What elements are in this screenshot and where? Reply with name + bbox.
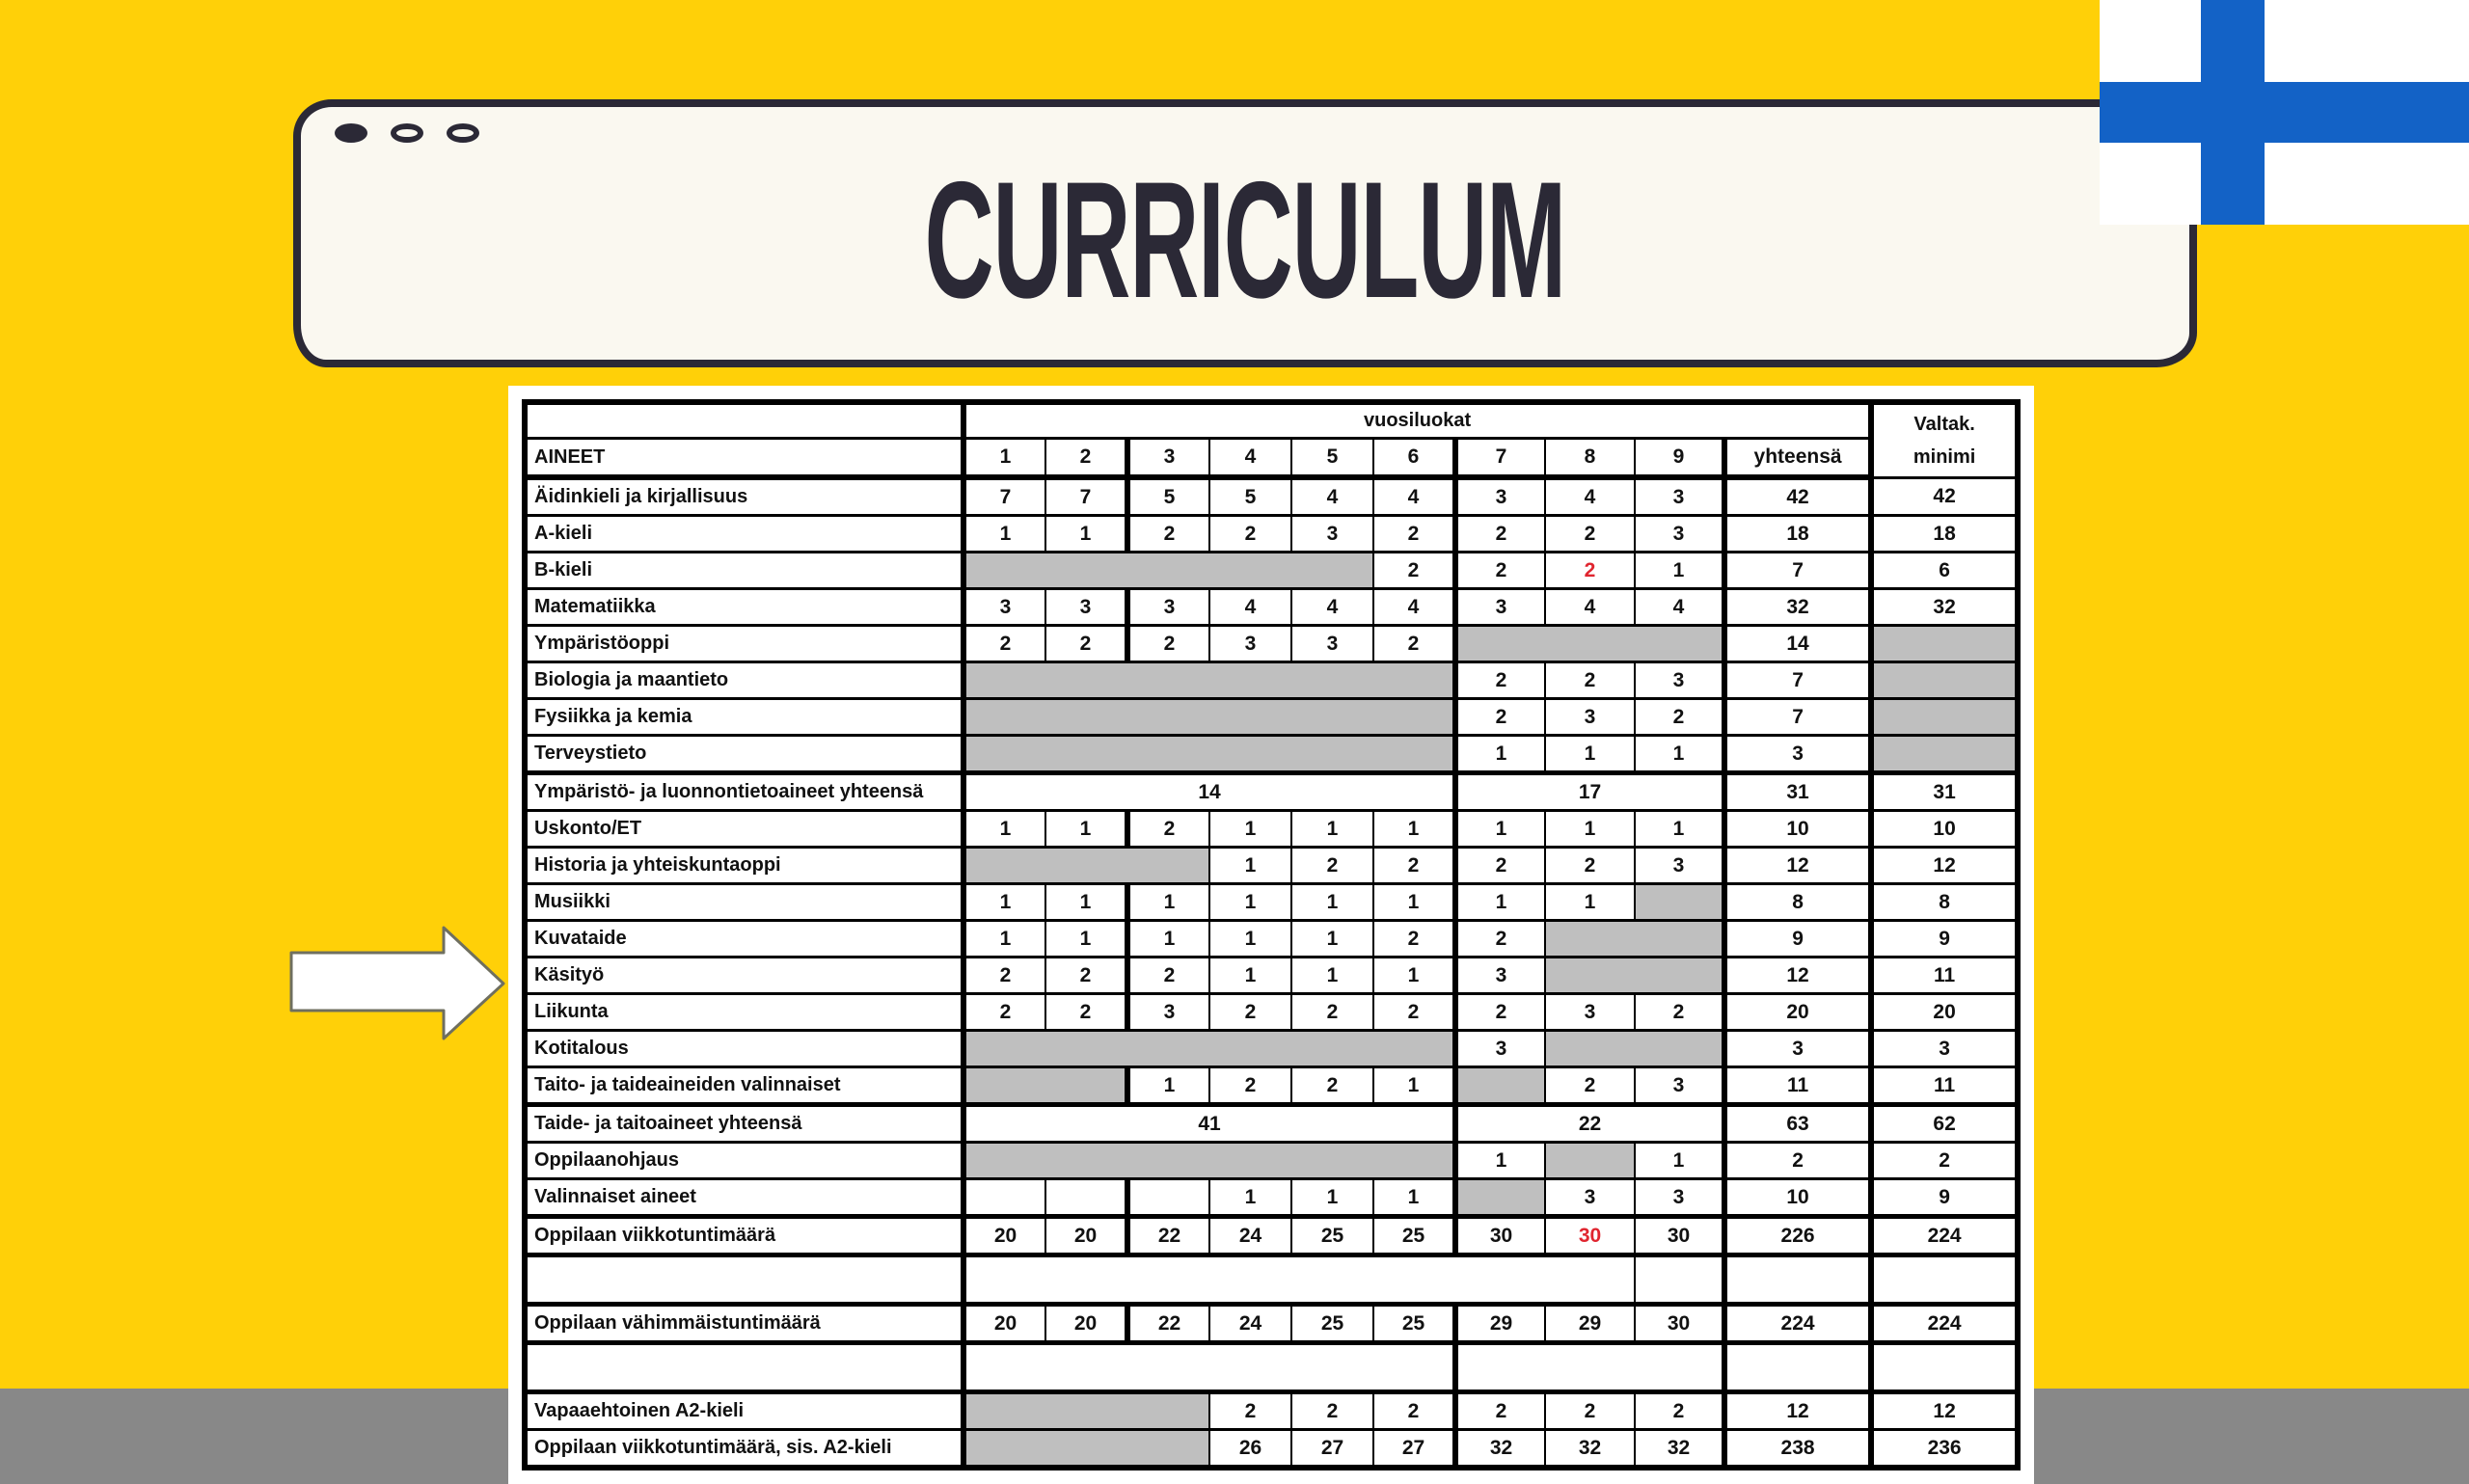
value-cell: 12 — [1871, 848, 2018, 884]
value-cell: 31 — [1871, 773, 2018, 811]
subject-cell: Matematiikka — [525, 589, 963, 626]
value-cell: 29 — [1455, 1305, 1545, 1343]
gray-cell — [1871, 662, 2018, 699]
grade-header: 9 — [1635, 439, 1724, 478]
value-cell: 1 — [1373, 884, 1455, 921]
value-cell: 42 — [1724, 477, 1871, 516]
value-cell: 3 — [1455, 958, 1545, 994]
value-cell: 1 — [1455, 736, 1545, 773]
subject-cell: Ympäristö- ja luonnontietoaineet yhteensä — [525, 773, 963, 811]
window-dot-ring-icon — [391, 123, 423, 143]
value-cell: 3 — [1045, 589, 1127, 626]
value-cell: 2 — [1209, 1392, 1291, 1430]
value-cell: 30 — [1635, 1217, 1724, 1255]
value-cell: 11 — [1724, 1067, 1871, 1105]
value-cell: 1 — [1209, 884, 1291, 921]
value-cell: 1 — [1209, 848, 1291, 884]
value-cell: 12 — [1871, 1392, 2018, 1430]
gray-cell — [1455, 1179, 1545, 1217]
value-cell: 25 — [1373, 1305, 1455, 1343]
value-cell — [1724, 1255, 1871, 1305]
value-cell: 20 — [963, 1217, 1045, 1255]
right-arrow-icon — [285, 920, 513, 1047]
value-cell: 12 — [1724, 958, 1871, 994]
value-cell: 24 — [1209, 1217, 1291, 1255]
value-cell: 1 — [1373, 1179, 1455, 1217]
subject-cell: A-kieli — [525, 516, 963, 553]
value-cell: 2 — [1373, 626, 1455, 662]
value-cell: 3 — [1724, 736, 1871, 773]
value-cell: 3 — [1545, 699, 1635, 736]
gray-cell — [1871, 626, 2018, 662]
value-cell: 2 — [1635, 994, 1724, 1031]
value-cell: 14 — [963, 773, 1455, 811]
subject-cell: Käsityö — [525, 958, 963, 994]
value-cell: 1 — [1209, 1179, 1291, 1217]
value-cell: 27 — [1373, 1430, 1455, 1469]
value-cell: 1 — [1045, 516, 1127, 553]
gray-cell — [1455, 626, 1724, 662]
value-cell: 2 — [1545, 848, 1635, 884]
value-cell: 20 — [1871, 994, 2018, 1031]
value-cell: 31 — [1724, 773, 1871, 811]
value-cell: 2 — [1291, 848, 1373, 884]
value-cell: 2 — [1209, 1067, 1291, 1105]
value-cell: 1 — [1209, 921, 1291, 958]
value-cell — [963, 1343, 1455, 1392]
value-cell: 9 — [1871, 1179, 2018, 1217]
subject-cell: Kotitalous — [525, 1031, 963, 1067]
value-cell: 1 — [1635, 1143, 1724, 1179]
value-cell: 3 — [1635, 848, 1724, 884]
grade-header: 2 — [1045, 439, 1127, 478]
value-cell: 3 — [1635, 662, 1724, 699]
window-dot-filled-icon — [335, 123, 367, 143]
gray-cell — [963, 1430, 1209, 1469]
value-cell: 2 — [1127, 626, 1209, 662]
value-cell: 2 — [1455, 994, 1545, 1031]
value-cell: 2 — [1373, 994, 1455, 1031]
gray-cell — [1545, 1143, 1635, 1179]
value-cell — [1871, 1343, 2018, 1392]
gray-cell — [1455, 1067, 1545, 1105]
gray-cell — [963, 699, 1455, 736]
value-cell: 236 — [1871, 1430, 2018, 1469]
subject-cell: Oppilaanohjaus — [525, 1143, 963, 1179]
gray-cell — [1635, 884, 1724, 921]
aineet-header: AINEET — [525, 439, 963, 478]
value-cell — [963, 1255, 1635, 1305]
value-cell — [1635, 1255, 1724, 1305]
value-cell: 1 — [1545, 736, 1635, 773]
value-cell: 2 — [1045, 626, 1127, 662]
value-cell: 2 — [1455, 662, 1545, 699]
value-cell: 2 — [1455, 699, 1545, 736]
flag-cross-horizontal — [2100, 82, 2469, 143]
value-cell: 7 — [963, 477, 1045, 516]
value-cell: 3 — [1291, 516, 1373, 553]
finland-flag-icon — [2100, 0, 2469, 225]
value-cell: 1 — [1209, 958, 1291, 994]
value-cell: 3 — [1455, 1031, 1545, 1067]
value-cell: 4 — [1373, 477, 1455, 516]
value-cell: 62 — [1871, 1105, 2018, 1143]
value-cell: 1 — [1455, 1143, 1545, 1179]
value-cell: 2 — [1291, 1392, 1373, 1430]
value-cell: 224 — [1871, 1217, 2018, 1255]
value-cell: 30 — [1545, 1217, 1635, 1255]
value-cell: 1 — [1045, 884, 1127, 921]
value-cell: 2 — [963, 994, 1045, 1031]
subject-cell: Taide- ja taitoaineet yhteensä — [525, 1105, 963, 1143]
value-cell: 11 — [1871, 958, 2018, 994]
value-cell: 2 — [1045, 958, 1127, 994]
subject-cell: Äidinkieli ja kirjallisuus — [525, 477, 963, 516]
value-cell: 30 — [1455, 1217, 1545, 1255]
title-window — [293, 99, 2197, 367]
grade-header: 5 — [1291, 439, 1373, 478]
value-cell: 32 — [1635, 1430, 1724, 1469]
value-cell: 238 — [1724, 1430, 1871, 1469]
grade-header: 3 — [1127, 439, 1209, 478]
gray-cell — [1871, 736, 2018, 773]
value-cell: 2 — [1127, 516, 1209, 553]
value-cell: 2 — [1373, 921, 1455, 958]
gray-cell — [963, 1031, 1455, 1067]
value-cell: 20 — [1045, 1305, 1127, 1343]
value-cell: 2 — [1373, 553, 1455, 589]
value-cell: 1 — [1291, 921, 1373, 958]
curriculum-table — [522, 399, 2021, 1471]
value-cell: 10 — [1724, 811, 1871, 848]
value-cell: 3 — [1545, 994, 1635, 1031]
value-cell: 3 — [963, 589, 1045, 626]
value-cell: 1 — [1291, 1179, 1373, 1217]
subject-cell: Liikunta — [525, 994, 963, 1031]
value-cell: 4 — [1291, 589, 1373, 626]
gray-cell — [1545, 958, 1724, 994]
value-cell: 2 — [1545, 1067, 1635, 1105]
value-cell: 24 — [1209, 1305, 1291, 1343]
window-dot-ring-icon — [447, 123, 479, 143]
value-cell: 26 — [1209, 1430, 1291, 1469]
grade-header: 1 — [963, 439, 1045, 478]
value-cell: 1 — [963, 516, 1045, 553]
gray-cell — [963, 553, 1373, 589]
value-cell: 3 — [1545, 1179, 1635, 1217]
value-cell: 3 — [1635, 477, 1724, 516]
minimi-label: minimi — [1913, 445, 1976, 468]
value-cell: 2 — [1545, 1392, 1635, 1430]
value-cell: 10 — [1871, 811, 2018, 848]
subject-cell: Fysiikka ja kemia — [525, 699, 963, 736]
value-cell — [1455, 1343, 1724, 1392]
subject-cell: Ympäristöoppi — [525, 626, 963, 662]
value-cell: 32 — [1545, 1430, 1635, 1469]
value-cell: 2 — [1045, 994, 1127, 1031]
value-cell: 7 — [1724, 662, 1871, 699]
grade-header: 7 — [1455, 439, 1545, 478]
value-cell: 8 — [1871, 884, 2018, 921]
value-cell: 9 — [1871, 921, 2018, 958]
value-cell: 1 — [963, 921, 1045, 958]
value-cell: 2 — [1455, 1392, 1545, 1430]
value-cell: 2 — [1455, 553, 1545, 589]
value-cell: 6 — [1871, 553, 2018, 589]
subject-cell: Oppilaan viikkotuntimäärä, sis. A2-kieli — [525, 1430, 963, 1469]
value-cell: 1 — [963, 884, 1045, 921]
value-cell: 7 — [1724, 553, 1871, 589]
value-cell: 22 — [1455, 1105, 1724, 1143]
value-cell: 4 — [1635, 589, 1724, 626]
value-cell: 2 — [1724, 1143, 1871, 1179]
value-cell: 4 — [1545, 589, 1635, 626]
value-cell: 3 — [1127, 994, 1209, 1031]
spacer-label-cell — [525, 1255, 963, 1305]
value-cell: 1 — [1455, 811, 1545, 848]
gray-cell — [963, 1143, 1455, 1179]
value-cell: 9 — [1724, 921, 1871, 958]
subject-cell: Oppilaan viikkotuntimäärä — [525, 1217, 963, 1255]
value-cell: 2 — [1373, 848, 1455, 884]
value-cell: 2 — [1373, 516, 1455, 553]
value-cell: 2 — [1127, 811, 1209, 848]
value-cell — [963, 1179, 1045, 1217]
grade-header: 6 — [1373, 439, 1455, 478]
value-cell: 1 — [1373, 811, 1455, 848]
value-cell — [1127, 1179, 1209, 1217]
value-cell: 2 — [963, 626, 1045, 662]
value-cell: 22 — [1127, 1217, 1209, 1255]
value-cell: 1 — [1373, 1067, 1455, 1105]
subject-cell: Biologia ja maantieto — [525, 662, 963, 699]
value-cell: 42 — [1871, 477, 2018, 516]
value-cell: 4 — [1373, 589, 1455, 626]
value-cell: 224 — [1724, 1305, 1871, 1343]
value-cell: 14 — [1724, 626, 1871, 662]
value-cell: 3 — [1455, 477, 1545, 516]
value-cell: 1 — [1291, 811, 1373, 848]
gray-cell — [963, 1392, 1209, 1430]
value-cell: 12 — [1724, 848, 1871, 884]
value-cell: 22 — [1127, 1305, 1209, 1343]
value-cell: 2 — [1635, 1392, 1724, 1430]
value-cell: 7 — [1724, 699, 1871, 736]
value-cell: 3 — [1127, 589, 1209, 626]
flag-cross-vertical — [2201, 0, 2265, 225]
gray-cell — [1871, 699, 2018, 736]
value-cell: 3 — [1635, 516, 1724, 553]
value-cell: 4 — [1545, 477, 1635, 516]
value-cell: 1 — [1127, 1067, 1209, 1105]
valtak-label: Valtak. — [1913, 413, 1975, 435]
value-cell: 18 — [1871, 516, 2018, 553]
vuosiluokat-header: vuosiluokat — [963, 402, 1871, 439]
value-cell: 41 — [963, 1105, 1455, 1143]
value-cell: 2 — [1373, 1392, 1455, 1430]
value-cell: 1 — [1045, 811, 1127, 848]
value-cell — [1871, 1255, 2018, 1305]
value-cell: 1 — [963, 811, 1045, 848]
value-cell: 1 — [1127, 884, 1209, 921]
value-cell: 2 — [1209, 994, 1291, 1031]
subject-cell: Oppilaan vähimmäistuntimäärä — [525, 1305, 963, 1343]
value-cell: 3 — [1635, 1179, 1724, 1217]
valtak-minimi-header — [1871, 402, 2018, 477]
value-cell: 2 — [1455, 921, 1545, 958]
grade-header: 4 — [1209, 439, 1291, 478]
subject-cell: Musiikki — [525, 884, 963, 921]
value-cell: 2 — [1209, 516, 1291, 553]
value-cell: 20 — [1045, 1217, 1127, 1255]
value-cell: 20 — [1724, 994, 1871, 1031]
value-cell: 2 — [1127, 958, 1209, 994]
value-cell: 2 — [1635, 699, 1724, 736]
gray-cell — [1545, 921, 1724, 958]
gray-cell — [963, 1067, 1127, 1105]
value-cell: 2 — [1545, 516, 1635, 553]
value-cell: 1 — [1127, 921, 1209, 958]
table-panel — [508, 386, 2034, 1484]
value-cell: 10 — [1724, 1179, 1871, 1217]
subject-cell: Historia ja yhteiskuntaoppi — [525, 848, 963, 884]
value-cell: 3 — [1871, 1031, 2018, 1067]
gray-cell — [963, 736, 1455, 773]
value-cell: 17 — [1455, 773, 1724, 811]
value-cell — [1045, 1179, 1127, 1217]
window-control-dots — [335, 123, 479, 143]
gray-cell — [963, 848, 1209, 884]
subject-cell: Vapaaehtoinen A2-kieli — [525, 1392, 963, 1430]
value-cell: 25 — [1291, 1305, 1373, 1343]
value-cell: 27 — [1291, 1430, 1373, 1469]
spacer-label-cell — [525, 1343, 963, 1392]
value-cell: 32 — [1871, 589, 2018, 626]
value-cell: 25 — [1373, 1217, 1455, 1255]
value-cell: 2 — [1455, 848, 1545, 884]
subject-cell: Terveystieto — [525, 736, 963, 773]
value-cell: 3 — [1724, 1031, 1871, 1067]
value-cell: 2 — [1291, 994, 1373, 1031]
value-cell: 32 — [1455, 1430, 1545, 1469]
table-corner-cell — [525, 402, 963, 439]
value-cell: 5 — [1209, 477, 1291, 516]
value-cell: 1 — [1545, 884, 1635, 921]
value-cell: 4 — [1209, 589, 1291, 626]
subject-cell: Uskonto/ET — [525, 811, 963, 848]
value-cell: 3 — [1209, 626, 1291, 662]
value-cell: 5 — [1127, 477, 1209, 516]
value-cell: 1 — [1291, 884, 1373, 921]
value-cell: 1 — [1635, 736, 1724, 773]
value-cell: 1 — [1209, 811, 1291, 848]
value-cell: 2 — [1545, 553, 1635, 589]
grade-header: 8 — [1545, 439, 1635, 478]
value-cell: 1 — [1045, 921, 1127, 958]
value-cell: 1 — [1291, 958, 1373, 994]
value-cell: 2 — [1871, 1143, 2018, 1179]
value-cell: 226 — [1724, 1217, 1871, 1255]
value-cell: 20 — [963, 1305, 1045, 1343]
value-cell: 3 — [1291, 626, 1373, 662]
value-cell: 1 — [1635, 553, 1724, 589]
value-cell: 1 — [1455, 884, 1545, 921]
value-cell: 1 — [1373, 958, 1455, 994]
value-cell: 7 — [1045, 477, 1127, 516]
value-cell: 1 — [1635, 811, 1724, 848]
value-cell: 3 — [1455, 589, 1545, 626]
value-cell: 2 — [1455, 516, 1545, 553]
total-header: yhteensä — [1724, 439, 1871, 478]
value-cell: 2 — [963, 958, 1045, 994]
value-cell: 32 — [1724, 589, 1871, 626]
value-cell: 4 — [1291, 477, 1373, 516]
value-cell: 12 — [1724, 1392, 1871, 1430]
gray-cell — [1545, 1031, 1724, 1067]
page-title: CURRICULUM — [924, 148, 1566, 333]
value-cell: 1 — [1545, 811, 1635, 848]
value-cell: 224 — [1871, 1305, 2018, 1343]
value-cell: 18 — [1724, 516, 1871, 553]
value-cell: 63 — [1724, 1105, 1871, 1143]
value-cell: 2 — [1545, 662, 1635, 699]
subject-cell: Kuvataide — [525, 921, 963, 958]
value-cell: 2 — [1291, 1067, 1373, 1105]
subject-cell: B-kieli — [525, 553, 963, 589]
subject-cell: Valinnaiset aineet — [525, 1179, 963, 1217]
value-cell: 8 — [1724, 884, 1871, 921]
value-cell: 30 — [1635, 1305, 1724, 1343]
value-cell: 11 — [1871, 1067, 2018, 1105]
value-cell: 3 — [1635, 1067, 1724, 1105]
subject-cell: Taito- ja taideaineiden valinnaiset — [525, 1067, 963, 1105]
value-cell — [1724, 1343, 1871, 1392]
value-cell: 29 — [1545, 1305, 1635, 1343]
value-cell: 25 — [1291, 1217, 1373, 1255]
gray-cell — [963, 662, 1455, 699]
